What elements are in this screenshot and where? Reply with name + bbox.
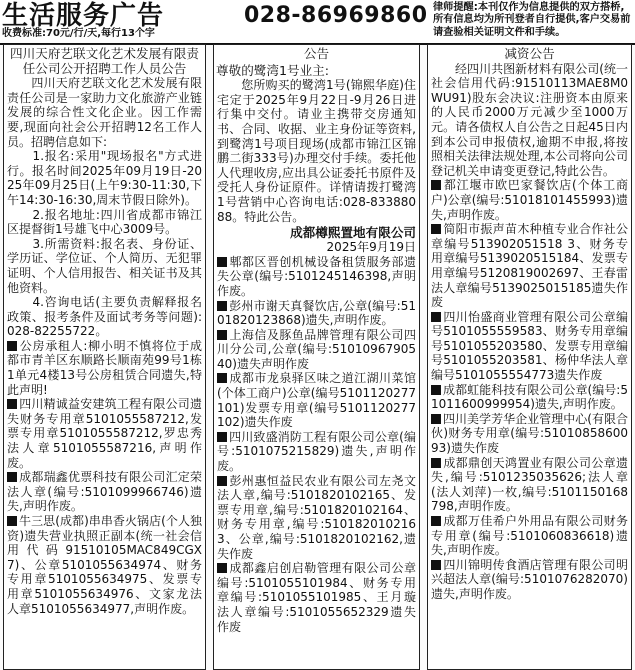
column-right bbox=[427, 44, 632, 670]
list-item bbox=[7, 339, 202, 397]
bullet-square-icon bbox=[431, 560, 441, 570]
list-item bbox=[431, 456, 628, 514]
list-item bbox=[431, 514, 628, 558]
list-item bbox=[217, 430, 416, 474]
capital-reduction-body: 经四川共图新材料有限公司(统一社会信用代码:91510113MAE8M0WU91)股东会决议:注册资本由原来的人民币2000万元减少至1000万元。请各债权人自公告之日起45日内到本公司申报债权,逾期不申报,将按照相关法律法规处理,本公司将向公司登记机关申请变更登记,特此公告。 bbox=[431, 61, 628, 178]
ad-text: 简阳市振声苗木种植专业合作社公章编号513902051518 3、财务专用章编号5139020515184、发票专用章编号5120819002697、王春雷法人章编号5139025015185遗失作废 bbox=[431, 222, 628, 310]
ad-text: 成都市龙泉驿区味之道江湖川菜馆(个体工商户)公章(编号5101120277101)发票专用章(编号5101120277102)遗失作废 bbox=[217, 371, 416, 430]
ad-text: 四川锦明传食酒店管理有限公司明兴超法人章(编号:5101076282070)遗失,声明作废。 bbox=[431, 557, 628, 601]
list-item bbox=[431, 412, 628, 456]
list-item bbox=[217, 371, 416, 429]
handover-notice-title: 公告 bbox=[303, 46, 330, 61]
list-item bbox=[217, 474, 416, 562]
handover-notice-subtitle: 尊敬的鹭湾1号业主: bbox=[216, 62, 330, 78]
ad-text: 成都瑞鑫优票科技有限公司汇定荣法人章(编号:5101099966746)遗失,声明作废。 bbox=[7, 470, 202, 514]
bullet-square-icon bbox=[431, 458, 441, 468]
bullet-square-icon bbox=[217, 301, 227, 311]
ad-text: 四川怡盛商业管理有限公司公章编号5101055559583、财务专用章编号5101055203580、发票专用章编号5101055203581、杨仲华法人章编号5101055554773遗失作废 bbox=[431, 309, 628, 383]
column-left bbox=[3, 44, 206, 670]
list-item bbox=[217, 561, 416, 634]
ad-text: 成都鑫启创启勒管理有限公司公章编号:5101055101984、财务专用章编号:5101055101985、王月璇法人章编号:5101055652329遗失作废 bbox=[217, 561, 416, 634]
ad-text: 上海信及豚鱼品牌管理有限公司四川分公司,公章(编号:5101096790540)遗失声明作废 bbox=[217, 327, 416, 371]
bullet-square-icon bbox=[217, 373, 227, 383]
ad-text: 都江堰市欧巴家餐饮店(个体工商户)公章(编号:51018101455993)遗失,声明作废。 bbox=[431, 178, 628, 222]
ad-text: 四川精诚益安建筑工程有限公司遗失财务专用章5101055587212,发票专用章5101055587212,罗忠秀法人章5101055587216,声明作废。 bbox=[7, 397, 202, 470]
ad-text: 四川致盛消防工程有限公司公章(编号:5101075215829)遗失,声明作废。 bbox=[217, 429, 416, 474]
ad-text: 四川美学芳华企业管理中心(有限合伙)财务专用章(编号:5101085860093)遗失作废 bbox=[431, 411, 628, 456]
bullet-square-icon bbox=[431, 180, 441, 190]
lawyer-notice: 律师提醒:本刊仅作为信息提供的双方搭桥,所有信息均为所刊登者自行提供,客户交易前请查验相关证明文件和手续。 bbox=[433, 2, 631, 38]
list-item bbox=[7, 397, 202, 470]
bullet-square-icon bbox=[431, 224, 441, 234]
bullet-square-icon bbox=[217, 257, 227, 267]
bullet-square-icon bbox=[431, 312, 441, 322]
list-item bbox=[217, 255, 416, 299]
list-item bbox=[7, 470, 202, 514]
ad-text: 成都虹能科技有限公司公章(编号:51011600999954)遗失,声明作废。 bbox=[431, 382, 628, 412]
bullet-square-icon bbox=[217, 330, 227, 340]
ad-text: 成都万佳希户外用品有限公司财务专用章(编号:5101060836618)遗失,声明作废。 bbox=[431, 514, 628, 558]
list-item bbox=[431, 178, 628, 222]
bullet-square-icon bbox=[217, 563, 227, 573]
bullet-square-icon bbox=[431, 385, 441, 395]
handover-notice-body: 您所购买的鹭湾1号(锦熙华庭)住宅定于2025年9月22日-9月26日进行集中交付。请业主携带交房通知书、合同、收据、业主身份证等资料,到鹭湾1号项目现场(成都市锦江区锦鹏二街333号)办理交付手续。委托他人代理收房,应出具公证委托书原件及受托人身份证原件。详情请拨打鹭湾1号营销中心咨询电话:028-83388088。特此公告。 bbox=[217, 78, 416, 224]
ad-text: 郫都区晋创机械设备租赁服务部遗失公章(编号:5101245146398,声明作废。 bbox=[217, 254, 416, 298]
notice-signer: 成都樽熙置地有限公司 bbox=[290, 225, 416, 241]
bullet-square-icon bbox=[217, 432, 227, 442]
bullet-square-icon bbox=[7, 516, 17, 526]
bullet-square-icon bbox=[431, 414, 441, 424]
fee-standard: 收费标准:70元/行/天,每行13个字 bbox=[2, 28, 155, 39]
list-item bbox=[217, 299, 416, 328]
list-item bbox=[431, 310, 628, 383]
bullet-square-icon bbox=[431, 516, 441, 526]
recruit-notice-body: 四川天府艺联文化艺术发展有限责任公司是一家助力文化旅游产业链发展的综合性文化企业。因工作需要,现面向社会公开招聘12名工作人员。招聘信息如下: 1.报名:采用"现场报名"方式进行。报名时间2025年09月19日-2025年09月25日(上午9:30-11:30,下午14:30-16:30,周末节假日除外)。 2.报名地址:四川省成都市锦江区提督街1号雄飞中心3009号。 3.所需资料:报名表、身份证、学历证、学位证、个人简历、无犯罪证明、个人信用报告、相关证书及其他资料。 4.咨询电话(主要负责解释报名政策、报考条件及面试考务等问题):028-82255722。 bbox=[7, 76, 202, 339]
list-item bbox=[431, 222, 628, 310]
list-item bbox=[431, 558, 628, 602]
bullet-square-icon bbox=[7, 341, 17, 351]
ad-text: 牛三思(成都)串串香火锅店(个人独资)遗失营业执照正副本(统一社会信用代码91510105MAC849CGX7)、公章5101055634974、财务专用章5101055634975、发票专用章5101055634976、文家龙法人章5101055634977,声明作废。 bbox=[7, 514, 202, 616]
recruit-notice-title: 四川天府艺联文化艺术发展有限责任公司公开招聘工作人员公告 bbox=[10, 46, 199, 76]
bullet-square-icon bbox=[7, 399, 17, 409]
bullet-square-icon bbox=[7, 472, 17, 482]
hotline-phone: 028-86969860 bbox=[244, 3, 428, 28]
notice-date: 2025年9月19日 bbox=[326, 240, 416, 255]
brand-title: 生活服务广告 bbox=[2, 1, 165, 31]
ad-text: 彭州惠恒益民农业有限公司左尧文法人章,编号:5101820102165、发票专用章,编号:5101820102164、财务专用章,编号:5101820102163、公章,编号:5101820102162,遗失作废 bbox=[217, 473, 416, 561]
list-item bbox=[7, 514, 202, 616]
capital-reduction-title: 减资公告 bbox=[504, 46, 555, 61]
ad-header bbox=[0, 0, 635, 45]
column-middle bbox=[213, 44, 420, 670]
bullet-square-icon bbox=[217, 476, 227, 486]
ad-text: 公房承租人:柳小明不慎将位于成都市青羊区东顺路长顺南苑99号1栋1单元4楼13号公房租赁合同遗失,特此声明! bbox=[7, 338, 202, 397]
ad-text: 彭州市谢天真餐饮店,公章(编号:5101820123868)遗失,声明作废。 bbox=[217, 298, 416, 328]
list-item bbox=[431, 383, 628, 412]
list-item bbox=[217, 328, 416, 372]
ad-text: 成都鼎创天鸿置业有限公司公章遗失,编号:5101235035626;法人章(法人刘萍)一枚,编号:5101150168798,声明作废。 bbox=[431, 455, 628, 514]
